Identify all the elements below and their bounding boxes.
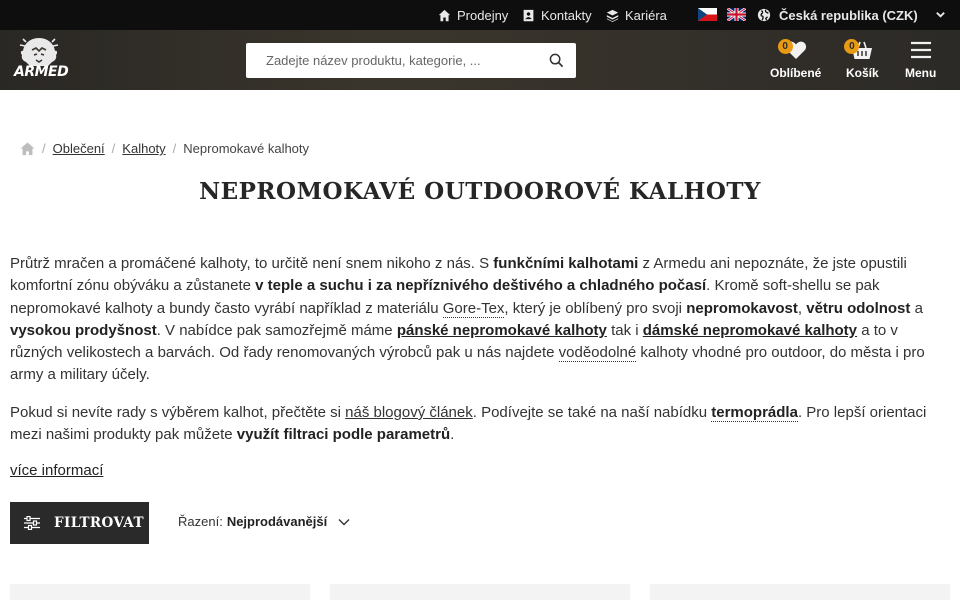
text-bold: v teple a suchu i za nepříznivého deštivého a chladného počasí [255, 277, 707, 295]
breadcrumb-current: Nepromokavé kalhoty [183, 141, 310, 156]
text: Průtrž mračen a promáčené kalhoty, to určitě není snem nikoho z nás. S [10, 255, 494, 272]
favorites-label: Oblíbené [770, 66, 822, 80]
cz-flag-icon[interactable] [698, 8, 717, 21]
text: . Pro lepší orientaci mezi našimi produkty pak můžete [10, 403, 927, 444]
menu-label: Menu [905, 66, 937, 80]
uk-flag-icon[interactable] [727, 8, 746, 21]
text: z Armedu ani nepoznáte, že jste opustili komfortní zónu obýváku a zůstanete [10, 255, 907, 295]
text: tak i [606, 321, 643, 339]
globe-icon [757, 8, 771, 22]
womens-waterproof-trousers-link[interactable]: dámské nepromokavé kalhoty [642, 321, 858, 339]
text: , [797, 299, 807, 317]
home-icon[interactable] [20, 142, 35, 156]
filter-button[interactable] [10, 502, 149, 544]
cart-button[interactable] [846, 38, 879, 80]
description-paragraph [10, 402, 945, 447]
product-card[interactable] [330, 584, 630, 600]
home-icon [438, 9, 451, 22]
product-card[interactable] [10, 584, 310, 600]
favorites-button[interactable] [770, 38, 821, 80]
stores-link[interactable] [438, 0, 508, 30]
product-card[interactable] [650, 584, 950, 600]
main-header [0, 30, 960, 90]
menu-button[interactable] [905, 38, 936, 80]
sort-dropdown[interactable] [178, 514, 351, 529]
text: . Kromě soft-shellu se pak nepromokavé kalhoty a bundy často vyrábí například z materiálu [10, 277, 880, 317]
text: kalhoty vhodné pro outdoor, do města i pro army a military účely. [10, 344, 925, 384]
chevron-down-icon [935, 9, 946, 20]
text-bold: větru odolnost [806, 299, 911, 317]
text-bold: nepromokavost [686, 299, 798, 317]
thermal-underwear-link[interactable]: termoprádla [711, 403, 798, 421]
text: a [910, 299, 923, 317]
page-title: NEPROMOKAVÉ OUTDOOROVÉ KALHOTY [199, 178, 761, 205]
breadcrumb-link-trousers[interactable]: Kalhoty [122, 141, 166, 156]
country-label: Česká republika (CZK) [779, 7, 918, 23]
stores-label: Prodejny [457, 7, 509, 23]
filter-icon [24, 516, 40, 530]
text: . V nabídce pak samozřejmě máme [156, 321, 397, 339]
contacts-label: Kontakty [541, 7, 592, 23]
breadcrumb-separator: / [42, 141, 46, 156]
more-info-link[interactable]: více informací [10, 462, 104, 479]
blog-article-link[interactable]: náš blogový článek [345, 403, 473, 421]
chevron-down-icon [337, 517, 351, 527]
breadcrumb-link-clothing[interactable]: Oblečení [52, 141, 105, 156]
search-box [246, 43, 576, 78]
filter-label: FILTROVAT [54, 515, 144, 531]
country-selector[interactable] [757, 0, 918, 30]
breadcrumb-separator: / [111, 141, 116, 156]
text: . Podívejte se také na naší nabídku [472, 403, 712, 421]
logo-text: ARMED [14, 64, 69, 80]
text-bold: funkčními kalhotami [493, 255, 639, 272]
text: . [450, 426, 455, 444]
text: a to v různých velikostech a barvách. Od řady renomovaných výrobců pak u nás najdete [10, 321, 898, 362]
text: Pokud si nevíte rady s výběrem kalhot, přečtěte si [10, 403, 346, 421]
breadcrumb [20, 141, 309, 156]
waterproof-tooltip[interactable]: voděodolné [558, 344, 637, 362]
text-bold: vysokou prodyšnost [10, 321, 157, 339]
gore-tex-tooltip[interactable]: Gore-Tex [442, 299, 505, 317]
sort-value: Nejprodávanější [226, 514, 328, 529]
breadcrumb-separator: / [172, 141, 177, 156]
cart-count-badge: 0 [844, 39, 859, 54]
contacts-icon [522, 9, 535, 22]
favorites-count-badge: 0 [778, 39, 793, 54]
sort-prefix: Řazení: [178, 514, 223, 529]
cart-label: Košík [846, 66, 879, 80]
description-paragraph [10, 253, 945, 387]
menu-icon [910, 40, 932, 60]
career-link[interactable] [606, 0, 667, 30]
career-icon [606, 9, 619, 22]
search-icon[interactable] [549, 53, 564, 68]
top-bar [0, 0, 960, 30]
career-label: Kariéra [625, 7, 667, 23]
search-input[interactable] [246, 43, 536, 78]
text: , který je oblíbený pro svoji [504, 299, 687, 317]
text-bold: využít filtraci podle parametrů [236, 426, 451, 444]
contacts-link[interactable] [522, 0, 592, 30]
mens-waterproof-trousers-link[interactable]: pánské nepromokavé kalhoty [396, 321, 607, 339]
category-description [10, 253, 945, 461]
